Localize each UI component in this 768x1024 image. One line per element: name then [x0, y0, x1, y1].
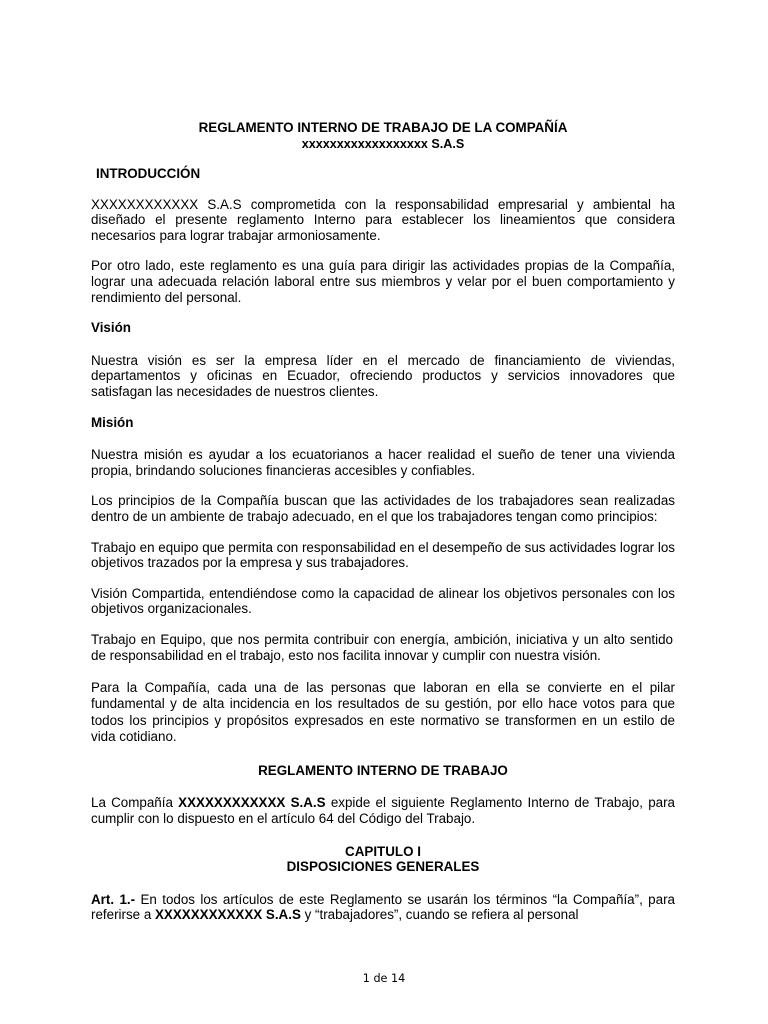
page-content — [91, 120, 675, 923]
document-subtitle: xxxxxxxxxxxxxxxxxx S.A.S — [301, 137, 465, 151]
introduction-paragraph-1: XXXXXXXXXXXX S.A.S comprometida con la responsabilidad empresarial y ambiental ha diseñado el presente reglamento Interno para establecer los lineamientos que considera necesarios para lograr trabajar armoniosamente. — [91, 196, 675, 243]
document-title: REGLAMENTO INTERNO DE TRABAJO DE LA COMPAÑÍA — [198, 120, 568, 135]
regulation-text-start: La Compañía — [91, 795, 179, 811]
vision-paragraph: Nuestra visión es ser la empresa líder en el mercado de financiamiento de viviendas, departamentos y oficinas en Ecuador, ofreciendo productos y servicios innovadores que satisfagan las necesidades de nuestros clientes. — [91, 352, 675, 399]
regulation-text-end: expide el siguiente Reglamento Interno de Trabajo, para cumplir con lo dispuesto en el artículo 64 del Código del Trabajo. — [91, 795, 676, 827]
vision-heading: Visión — [91, 320, 131, 336]
mision-heading: Misión — [91, 414, 134, 430]
page-number: 1 de 14 — [362, 972, 406, 985]
chapter-heading: CAPITULO I — [345, 843, 421, 859]
principle-2: Visión Compartida, entendiéndose como la capacidad de alinear los objetivos personales con los objetivos organizacionales. — [91, 585, 675, 617]
article-1-text-a: En todos los artículos de este Reglamento se usarán los términos “la Compañía”, para referirse a — [91, 891, 675, 923]
article-1-company-name: XXXXXXXXXXXX S.A.S — [155, 907, 301, 923]
regulation-paragraph — [91, 795, 675, 826]
introduction-paragraph-2: Por otro lado, este reglamento es una guía para dirigir las actividades propias de la Compañía, lograr una adecuada relación laboral entre sus miembros y velar por el buen comportamiento y rendimiento del personal. — [91, 258, 675, 305]
article-1-label: Art. 1.- — [91, 891, 136, 907]
mision-paragraph: Nuestra misión es ayudar a los ecuatorianos a hacer realidad el sueño de tener una vivienda propia, brindando soluciones financieras accesibles y confiables. — [91, 447, 675, 478]
introduction-heading: INTRODUCCIÓN — [96, 166, 201, 181]
regulation-company-name: XXXXXXXXXXXX S.A.S — [178, 795, 326, 811]
principle-3: Trabajo en Equipo, que nos permita contribuir con energía, ambición, iniciativa y un alto sentido de responsabilidad en el trabajo, esto nos facilita innovar y cumplir con nuestra visión. — [91, 631, 673, 664]
principles-paragraph: Los principios de la Compañía buscan que las actividades de los trabajadores sean realizadas dentro de un ambiente de trabajo adecuado, en el que los trabajadores tengan como principios: — [91, 493, 675, 524]
article-1-text-b: y “trabajadores”, cuando se refiera al personal — [300, 907, 579, 923]
document-header — [91, 120, 675, 152]
pillar-paragraph: Para la Compañía, cada una de las personas que laboran en ella se convierte en el pilar fundamental y de alta incidencia en los resultados de su gestión, por ello hace votos para que todos los principios y propósitos expresados en este normativo se transformen en un estilo de vida cotidiano. — [91, 679, 675, 745]
regulation-heading: REGLAMENTO INTERNO DE TRABAJO — [258, 762, 508, 778]
principle-1: Trabajo en equipo que permita con responsabilidad en el desempeño de sus actividades lograr los objetivos trazados por la empresa y sus trabajadores. — [91, 539, 675, 571]
chapter-header — [91, 844, 675, 875]
chapter-subheading: DISPOSICIONES GENERALES — [286, 859, 480, 875]
article-1 — [91, 892, 675, 923]
